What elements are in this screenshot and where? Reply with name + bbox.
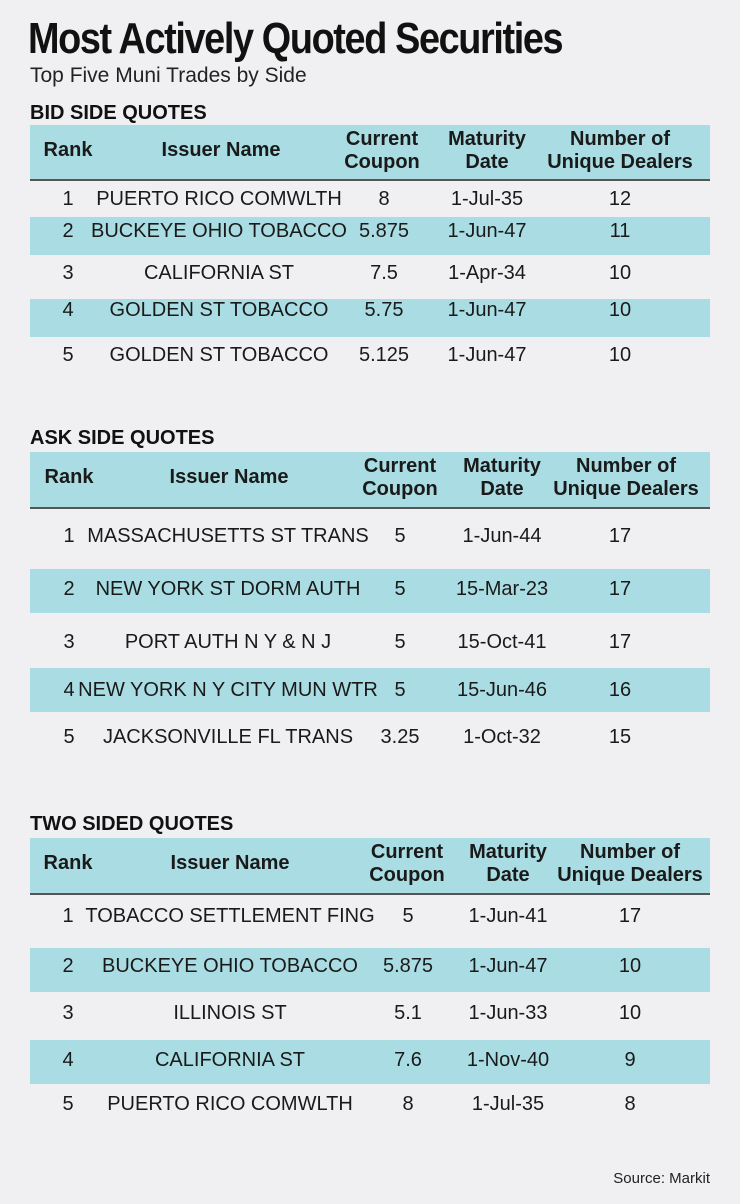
header-current-coupon-line: Current [370, 841, 444, 863]
cell-issuer-name: CALIFORNIA ST [143, 262, 295, 284]
cell-maturity: 1-Jun-41 [468, 905, 548, 927]
cell-coupon: 7.6 [394, 1049, 422, 1071]
cell-coupon: 5 [394, 525, 406, 547]
cell-maturity: 1-Jun-44 [462, 525, 542, 547]
cell-maturity: 1-Jul-35 [450, 188, 524, 210]
header-divider [30, 507, 710, 509]
header-maturity-date-line: Maturity [463, 455, 541, 477]
header-unique-dealers-line: Number of [570, 128, 670, 150]
cell-coupon: 5.1 [394, 1002, 422, 1024]
cell-maturity: 15-Jun-46 [456, 679, 548, 701]
cell-issuer-name: BUCKEYE OHIO TOBACCO [102, 955, 358, 977]
header-maturity-date-line: Date [486, 864, 530, 886]
page-subtitle: Top Five Muni Trades by Side [30, 64, 307, 87]
source-note: Source: Markit [613, 1170, 710, 1187]
header-issuer-name-line: Issuer Name [170, 852, 290, 874]
header-divider [30, 893, 710, 895]
cell-coupon: 5.75 [364, 299, 404, 321]
cell-rank: 4 [62, 299, 74, 321]
cell-maturity: 1-Nov-40 [466, 1049, 550, 1071]
cell-issuer-name: BUCKEYE OHIO TOBACCO [91, 220, 347, 242]
header-rank [0, 466, 159, 489]
header-unique-dealers [536, 455, 716, 501]
cell-coupon: 5 [402, 905, 414, 927]
header-unique-dealers-line: Number of [580, 841, 680, 863]
cell-issuer-name: GOLDEN ST TOBACCO [109, 344, 329, 366]
section-title: ASK SIDE QUOTES [30, 427, 215, 449]
cell-rank: 3 [62, 1002, 74, 1024]
cell-issuer-name: PUERTO RICO COMWLTH [96, 188, 342, 210]
section-title: BID SIDE QUOTES [30, 102, 207, 124]
cell-coupon: 8 [378, 188, 390, 210]
cell-issuer-name: JACKSONVILLE FL TRANS [102, 726, 354, 748]
cell-maturity: 1-Jun-33 [468, 1002, 548, 1024]
cell-issuer-name: TOBACCO SETTLEMENT FING [85, 905, 375, 927]
cell-maturity: 1-Jul-35 [471, 1093, 545, 1115]
cell-maturity: 1-Jun-47 [447, 299, 527, 321]
header-unique-dealers [540, 841, 720, 887]
header-rank [0, 852, 158, 875]
cell-maturity: 1-Oct-32 [463, 726, 541, 748]
header-issuer-name [139, 466, 319, 489]
cell-coupon: 5 [394, 631, 406, 653]
cell-maturity: 15-Mar-23 [455, 578, 549, 600]
cell-dealers: 10 [618, 955, 642, 977]
section-title: TWO SIDED QUOTES [30, 813, 234, 835]
header-divider [30, 179, 710, 181]
cell-rank: 1 [62, 188, 74, 210]
cell-dealers: 10 [608, 344, 632, 366]
cell-maturity: 1-Jun-47 [447, 220, 527, 242]
cell-coupon: 7.5 [370, 262, 398, 284]
cell-rank: 4 [62, 1049, 74, 1071]
cell-issuer-name: PORT AUTH N Y & N J [124, 631, 332, 653]
cell-dealers: 17 [608, 525, 632, 547]
cell-dealers: 17 [608, 631, 632, 653]
cell-issuer-name: NEW YORK ST DORM AUTH [95, 578, 361, 600]
header-issuer-name [131, 139, 311, 162]
header-rank-line: Rank [43, 139, 93, 161]
cell-rank: 2 [63, 578, 75, 600]
cell-dealers: 17 [608, 578, 632, 600]
cell-issuer-name: ILLINOIS ST [173, 1002, 287, 1024]
header-rank-line: Rank [44, 466, 94, 488]
cell-maturity: 1-Jun-47 [468, 955, 548, 977]
cell-dealers: 8 [624, 1093, 636, 1115]
cell-rank: 3 [63, 631, 75, 653]
cell-dealers: 9 [624, 1049, 636, 1071]
cell-dealers: 10 [608, 262, 632, 284]
cell-issuer-name: GOLDEN ST TOBACCO [109, 299, 329, 321]
cell-dealers: 12 [608, 188, 632, 210]
header-unique-dealers-line: Unique Dealers [547, 151, 693, 173]
header-unique-dealers [530, 128, 710, 174]
cell-issuer-name: NEW YORK N Y CITY MUN WTR [78, 679, 378, 701]
header-rank-line: Rank [43, 852, 93, 874]
cell-maturity: 1-Jun-47 [447, 344, 527, 366]
cell-dealers: 10 [608, 299, 632, 321]
cell-dealers: 11 [609, 220, 631, 242]
header-maturity-date-line: Maturity [448, 128, 526, 150]
header-issuer-name-line: Issuer Name [169, 466, 289, 488]
header-maturity-date-line: Maturity [469, 841, 547, 863]
header-unique-dealers-line: Unique Dealers [557, 864, 703, 886]
cell-rank: 3 [62, 262, 74, 284]
cell-rank: 5 [62, 344, 74, 366]
header-issuer-name-line: Issuer Name [161, 139, 281, 161]
cell-issuer-name: MASSACHUSETTS ST TRANS [87, 525, 369, 547]
cell-dealers: 16 [608, 679, 632, 701]
cell-dealers: 10 [618, 1002, 642, 1024]
header-current-coupon-line: Current [345, 128, 419, 150]
cell-coupon: 5.875 [358, 220, 410, 242]
cell-dealers: 17 [618, 905, 642, 927]
header-current-coupon-line: Coupon [369, 864, 445, 886]
header-maturity-date-line: Date [465, 151, 509, 173]
cell-coupon: 3.25 [380, 726, 420, 748]
cell-issuer-name: PUERTO RICO COMWLTH [107, 1093, 353, 1115]
cell-rank: 2 [62, 955, 74, 977]
cell-rank: 1 [63, 525, 75, 547]
header-unique-dealers-line: Unique Dealers [553, 478, 699, 500]
cell-maturity: 15-Oct-41 [457, 631, 547, 653]
cell-coupon: 8 [402, 1093, 414, 1115]
cell-maturity: 1-Apr-34 [448, 262, 526, 284]
cell-coupon: 5.125 [358, 344, 410, 366]
header-unique-dealers-line: Number of [576, 455, 676, 477]
header-issuer-name [140, 852, 320, 875]
page-title: Most Actively Quoted Securities [28, 14, 563, 63]
header-maturity-date-line: Date [480, 478, 524, 500]
cell-rank: 2 [62, 220, 74, 242]
header-current-coupon-line: Coupon [362, 478, 438, 500]
cell-coupon: 5 [394, 578, 406, 600]
header-current-coupon-line: Current [363, 455, 437, 477]
cell-rank: 5 [63, 726, 75, 748]
cell-dealers: 15 [608, 726, 632, 748]
cell-coupon: 5.875 [382, 955, 434, 977]
header-current-coupon-line: Coupon [344, 151, 420, 173]
cell-coupon: 5 [394, 679, 406, 701]
cell-rank: 5 [62, 1093, 74, 1115]
cell-rank: 4 [63, 679, 75, 701]
cell-rank: 1 [62, 905, 74, 927]
cell-issuer-name: CALIFORNIA ST [154, 1049, 306, 1071]
